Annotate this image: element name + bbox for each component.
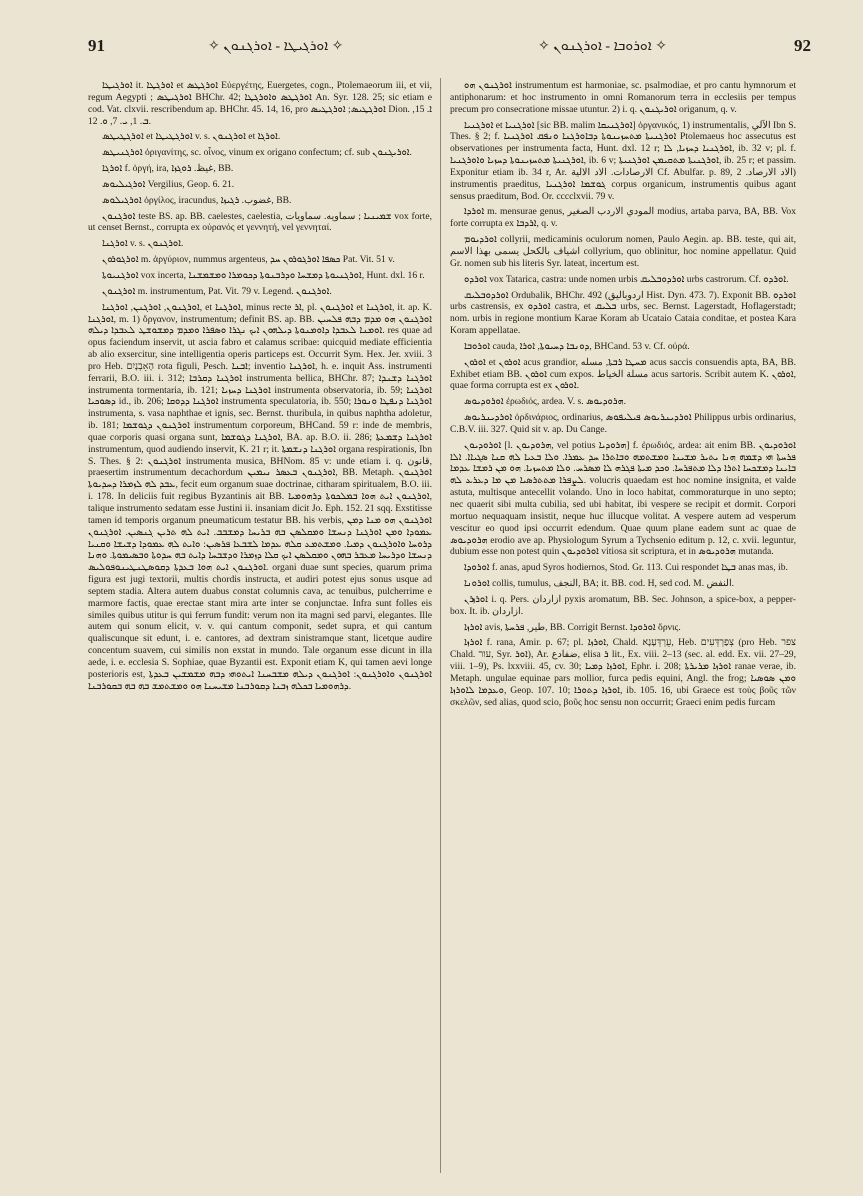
dictionary-entry: ܐܘܪܕܘ vox Tatarica, castra: unde nomen urbis ܐܘܪܕܘܒܠܝܩ urbs castrorum. Cf. ܐܘܪܕܘ. bbox=[464, 273, 789, 285]
dictionary-entry: ܐܘܪܓܢܘܢ, ܐܘܪܓܢܢ, ܐܘܪܓܢܐ, et ܐܘܪܓܢܐ, minus recte ܐܪ, pl. ܐܘܪܓܢܘܢ et ܐܘܪܓܢܐ, it. ap. K. ܐܘܪܓܢܐ, m. 1) ὄργανον, instrumentum; definit BS. ap. BB. ܐܘܪܓܢܘܢ ܗܘ ܡܕܡ ܕܒܗ ܦܠܚܝܢ ܐܘܡܢܐ ܠܥܒܕܐ ܕܐܘܡܢܘܬܐ ܕܝܠܗܘܢ ܐܝܟ ܢܓܪܐ ܘܣܦܪܐ ܘܡܕܡ ܕܡܫܘܫܛ ܠܥܒܕܐ ܕܝܠܗ. res quae ad opus faciendum inservit, ut ascia fabro et calamus scribae: quicquid mediate efficientia ab alio exsercitur, sine intelligentia operis particeps est. Occurrit Sym. Hex. Jer. xviii. 3 pro Heb. הָאָבְנָיִם rota figuli, Pesch. ܐܒܢܐ; inventio ܐܘܪܓܢܐ, h. e. inquit Ass. instrumenti ferrarii, B.O. iii. i. 312; ܐܘܪܓܢܐ ܕܩܪܒܐ instrumenta bellica, BHChr. 87; ܐܘܪܓܢܐ ܕܫܢܕܐ instrumenta tormentaria, ib. 121; ܐܘܪܓܢܐ ܕܚܙܝܐ instrumenta observatoria, ib. 59; ܐܘܪܓܢܐ ܕܣܘܟܝܐ id., ib. 206; ܐܘܪܓܢܐ ܕܕܘܩܐ instrumenta speculatoria, ib. 550; ܐܘܪܓܢܐ ܕܢܦܛܐ ܘܢܘܪܐ instrumenta, s. vasa naphthae et ignis, sec. Bernst. thuribula, in quibus naphtha adoletur, ib. 181; ܐܘܪܓܢܘܢ ܕܓܘܫܡܐ instrumentum corporeum, BHCand. 59 r: inde de membris, quae corporis quasi organa sunt, ܐܘܪܓܢܐ ܕܓܘܫܡܐ, BA. ap. B.O. ii. 286; ܐܘܪܓܢܐ ܕܫܡܥܬܐ instrumentum, quod audiendo inservit, K. 21 r; it. ܐܘܪܓܢܐ ܕܢܫܡܬܐ organa respirationis, Ibn S. Thes. § 2: ܐܘܪܓܢܘܢ instrumenta musica, BHNom. 85 v: unde etiam i. q. قانون, praesertim instrumentum decachordum ܐܘܪܓܢܘܢ ܒܥܣܪ ܢܝܡܝܢ, BB. Metaph. ܐܘܪܓܢܘܢ ܥܒܕ ܠܗ ܠܙܡܪܐ ܕܚܕܝܘܬܐ, fecit eum organum suae doctrinae, citharam spiritualem, B.O. iii. i. 178. In deliciis fuit regibus Byzantinis ait BB. ܐܘܪܓܢܘܢ ܐܝܬ ܗܘܐ ܒܡܠܟܘܬܐ ܕܪܗܘܡܝܐ, talique instrumento sedatam esse Justini ii. insaniam dicit Jo. Eph. 152. 21 sqq. Exstitisse tamen id temporis organum pneumaticum testatur BB. his verbis, ܐܘܪܓܢܘܢ ܗܘ ܡܢܐ ܕܡܢ ܥܡܘܕܐ ܘܡܢ ܐܘܪܓܢܐ ܕܢܚܫܐ ܘܡܩܠܣܢ ܒܗ ܒܪܝܚܐ ܕܡܫܒܒ. ܐܝܬ ܠܗ ܬܪܝܢ ܓܢܣܝܢ. ܐܘܪܓܢܘܢ ܕܪܘܚܐ ܘܐܘܪܓܢܘܢ ܕܡܝܐ. ܘܡܫܬܡܥ ܩܠܗ ܥܕܡܐ ܠܫܒܥܐ ܦܪܣܝܢ: ܘܐܝܬ ܠܗ ܥܡܘܕܐ ܕܫܝܫܐ ܘܩܢܝܐ ܕܢܚܫܐ ܘܕܪܝܚܐ ܡܥܒܪ ܒܗܘܢ ܘܡܩܠܣܢ ܐܝܟ ܩܠܐ ܕܙܡܪܐ ܘܕܫܒܚܐ ܕܐܝܬ ܒܗ ܚܕܘܬܐ ܘܒܣܝܡܘܬܐ. ܘܗܢܐ ܐܘܪܓܢܘܢ ܐܝܬ ܗܘܐ ܒܥܕܬܐ ܕܩܘܣܛܢܛܝܢܘܦܘܠܝܣ. organi duae sunt species, quarum prima figura est jugi textorii, multis chordis instructa, et audiri potest ejus sonus usque ad septem stadia. Altera autem duabus constat columnis cava, ac tenuibus, pulcherrime e marmore factis, quae erectae stant mira arte inter se conjunctae. Infra sunt folles eis similes quibus utitur is qui ferrum fundit: verum non ita magni sed parvi, elegantes. Ille autem qui sonum elicit, v. v. qui cantum componit, sedet supra, et qui cantum qualiscunque sit edunt, i. e. cantores, ad dextram sinistramque stant, licetque audire concentum suavem, cui similis non exstat in mundo. Tale organum esse dicunt in illa aede, i. e. ecclesia S. Sophiae, quae Byzantii est. Exponit etiam K, qui tamen aevi longe posterioris est, ܐܘܪܓܢܘܢ ܘܐܘܪܓܢܘܢ: ܐܘܪܓܢܘܢ ܕܝܠܗ ܡܫܒܚܢܐ ܐܝܬܘܗܝ ܕܒܗ ܡܫܡܫܝܢ ܒܥܕܬܐ ܕܪܗܘܡܝܐ ܒܟܠܗ ܙܒܢܐ ܕܩܘܪܒܢܐ ܡܫܝܚܢܐ ܗܘ ܘܡܫܬܡܫ ܒܗ ܒܗ ܒܩܘܪܒܢܐ. bbox=[88, 301, 432, 692]
dictionary-entry: ܐܘܪܙܐ avis, طير, ܦܪܚܬܐ, BB. Corrigit Bernst. ܐܘܪܘܕܐ ὄρνις. bbox=[464, 621, 681, 633]
dictionary-entry: ܐܘܪܓܝܛܐ it. ܐܘܪܓܛܐ et ܐܘܪܓܛܣ Εὐεργέτης, Euergetes, cogn., Ptolemaeorum iii, et vii, regum Aegypti ; ܐܘܪܓܝܛܣ BHChr. 42; ܐܘܪܓܛܣ ܘܐܘܪܓܛܐ An. Syr. 128. 25; sic etiam e cod. Vat. clxvii. rescribendum ap. BHChr. 45. 14, 16, pro ܐܘܪܓܛܝܣ; ܐܘܪܓܛܝܣ Dion. ܐ. 15, ܒ. 1, ܝ. 7, ܘ. 12. bbox=[88, 80, 432, 127]
dictionary-entry: ܐܘܪܕܐ m. mensurae genus, المودي الاردب الصغير modius, artaba parva, BA, BB. Vox forte corrupta ex ܐܪܕܒܐ, q. v. bbox=[450, 206, 796, 230]
dictionary-entry: ܐܘܪܓܢܝܐ et ܐܘܪܓܢܝܐ [sic BB. malim ܐܘܪܓܢܝܩܐ] ὀργανικός, 1) instrumentalis, الآلي Ibn S. Thes. § 2; f. ܐܘܪܓܢܝܬܐ ܡܬܚܙܝܢܘܬܐ ܕܒܐܘܪܓܢܐ ܘܢܦܩ ܐܘܪܓܢܝܐ Ptolemaeus hoc assecutus est observationes per instrumenta facta, Hunt. dxl. 12 r; ܐܘܪܓܢܝܐ ܕܚܙܝܐ, ܠܐ, ib. 32 v; pl. f. ܐܘܪܓܢܝܬܐ ܡܬܚܙܝܢܘܬܐ ܕܚܙܝܐ ܘܐܘܪܓܢܝܐ, ib. 6 v; ܐܘܪܓܢܝܬܐ ܡܬܩܝܡܢ ܐܘܪܓܢܝܬܐ, ib. 25 r; et passim. Exponitur etiam ib. 34 r, Ar. الارصادات. الاد الالية Cf. Abulfar. p. 89, الاد الارصاد. 2) instrumentis praeditus, ܓܘܫܡܐ ܐܘܪܓܢܝܐ corpus organicum, instrumentis quibus agant sensus praeditum, Bod. Or. cccclxvii. 79 v. bbox=[450, 119, 796, 202]
dictionary-entry: ܐܘܪܓܝܠܝܘܣ Vergilius, Geop. 6. 21. bbox=[102, 178, 235, 190]
dictionary-entry: ܐܘܪܓܝܠܘܣ ὀργίλος, iracundus, غضوب. ܪܓܝܙܐ, BB. bbox=[102, 194, 292, 206]
left-page-number: 91 bbox=[88, 36, 105, 55]
dictionary-entry: ܐܘܪܓܢܐ v. s. ܐܘܪܓܢܘܢ. bbox=[102, 238, 184, 250]
dictionary-entry: ܐܘܪܓܛܝܛܣ et ܐܘܪܓܛܝܛܐ v. s. ܐܘܪܓܢܘܢ et ܐܘܪܓܐ. bbox=[102, 131, 281, 143]
dictionary-entry: ܐܘܪܘܕܝܘܣ ἐρωδιός, ardea. V. s. ܗܪܘܕܝܘܣ. bbox=[464, 396, 626, 408]
dictionary-entry: ܐܘܪܘܢܐ collis, tumulus, النجف, BA; it. BB. cod. H, sed cod. M. النفض. bbox=[464, 578, 735, 590]
right-running-title: ✧ ܐܘܪܘܒܐ - ܐܘܪܓܢܘܢ ✧ bbox=[538, 39, 667, 54]
right-page-number: 92 bbox=[794, 36, 811, 55]
dictionary-entry: ܐܘܪܙܐ f. rana, Amir. p. 67; pl. ܐܘܪܙܐ, Chald. עֻרְדְּעָנָא, Heb. צְפַרְדְּעִים (pro Heb. צפר Chald. עור, Syr. ܐܘܪ), Ar. ضفادع, elisa ܪ lit., Ex. viii. 2–13 (sec. al. edd. Ex. vii. 27–29, viii. 1–9), Ps. lxxviii. 45, cv. 30; ܐܘܪܙܐ ܕܡܝܐ, Ephr. i. 208; ܐܘܪܙܐ ܡܪܝܪܬܐ ranae verae, ib. Metaph. ungulae equinae pars mollior, furca pedis equini, Angl. the frog; ܘܡܢ ܣܘܣܝܐ ܘܥܕܡܐ ܠܐܘܪܙܐ, Geop. 107. 10; ܐܘܪܙܐ ܕܬܘܪܐ, ib. 105. 16, ubi Graece est τοὺς βοῦς τῶν σκελῶν, sed alias, quod scio, βοῦς hoc sensu non occurrit; Graeci enim pedis furcam bbox=[450, 637, 796, 708]
dictionary-entry: ܐܘܪܓܐ f. ὀργή, ira, غيظ. ܪܘܓܙܐ, BB. bbox=[102, 163, 234, 175]
right-column bbox=[450, 80, 796, 1170]
running-header bbox=[78, 36, 811, 62]
dictionary-entry: ܐܘܪܘܒܐ cauda, ܕܘܢܒܐ ܕܚܝܘܬܐ, ܐܘܪܐ, BHCand. 53 v. Cf. οὐρά. bbox=[464, 340, 690, 352]
dictionary-entry: ܐܘܪܙܪܢ i. q. Pers. ازاردان pyxis aromatum, BB. Sec. Johnson, a spice-box, a pepper-box. It. ib. ازاردان. bbox=[450, 593, 796, 617]
dictionary-entry: ܐܘܪܕܝܢܪܝܘܣ ὀρδινάριος, ordinarius, ܐܘܪܕܝܢܪܝܘܣ ܦܝܠܝܦܘܣ Philippus urbis ordinarius, C.B.V. iii. 327. Quid sit v. ap. Du Cange. bbox=[450, 412, 796, 435]
dictionary-entry: ܐܘܪܓܢܝܛܣ ὀριγανίτης, sc. οἶνος, vinum ex origano confectum; cf. sub ܐܘܪܝܓܢܘܢ. bbox=[102, 147, 412, 159]
dictionary-entry: ܐܘܪܘܢ et ܐܘܪܘܢ acus grandior, ܡܚܛܐ ܪܒܬܐ, مسله acus saccis consuendis apta, BA, BB. Exhibet etiam BB. ܐܘܪܘܢ cum expos. مسلة الخياط acus sartoris. Scribit autem K. ܐܘܪܘܢ, quae forma corrupta est ex ܐܘܪܘܢ. bbox=[450, 356, 796, 392]
dictionary-entry: ܐܘܪܓܢܝܘܬܐ vox incerta, ܐܘܪܓܢܝܘܬܐ ܕܡܫܚܐ ܘܕܪܒܢܘܬܐ ܕܟܘܡܪܐ ܘܡܫܡܫܢܐ, Hunt. dxl. 16 r. bbox=[102, 269, 425, 281]
dictionary-entry: ܐܘܪܓܢܘܢ ܗܘ instrumentum est harmoniae, sc. psalmodiae, et pro cantu hymnorum et antiphonarum: et hoc instrumento in omni Romanorum terra in ecclesiis per tempus precum pro consecratione missae utuntur. 2) i. q. ܐܘܪܝܓܢܘܢ origanum, q. v. bbox=[450, 80, 796, 115]
left-column bbox=[88, 80, 432, 1170]
dictionary-entry: ܐܘܪܕܘܒܠܝܩ Ordubalik, BHChr. 492 (اردوباليق Hist. Dyn. 473. 7). Exponit BB. ܐܘܪܕܘ urbs castrensis, ex ܐܘܪܕܘ castra, et ܒܠܝܩ urbs, sec. Bernst. Lagerstadt, Hoflagerstadt; nom. urbis in regione montium Karae Koram ab Ucataio Cataia conditae, et postea Kara Koram appellatae. bbox=[450, 289, 796, 337]
dictionary-entry: ܐܘܪܘܕܝܘܢ [l. ܗܪܘܕܝܘܢ, vel potius ܗܪܘܕܝܐ] f. ἐρωδιός, ardea: ait enim BB. ܐܘܪܘܕܝܘܢ ܦܪܚܬܐ ܗܝ ܕܫܡܗ ܗܢܐ ܝܬܝܪ ܡܫܝܢܐ ܘܡܫܬܡܗ ܘܒܐܬܪܐ ܚܕ ܥܡܪܐ. ܘܠܐ ܒܥܝܐ ܠܗ ܩܢܐ ܣܓܝܐܐ. ܐܠܐ ܒܐܝܢܐ ܕܡܫܟܚܐ ܐܬܪܐ ܕܠܐ ܡܬܦܪܚܐ. ܘܟܕ ܡܝܬܐ ܦܓܪܗ ܠܐ ܡܣܪܚ. ܘܠܐ ܡܬܚܙܝܐ. ܗܘ ܡܢ ܪܡܫܐ ܥܕܡܐ ܠܨܦܪܐ ܡܬܬܪܣܝܐ ܡܢ ܡܐ ܕܥܪܥ ܠܗ. volucris quaedam est hoc nomine insignita, et valde astuta, multisque antecellit volando. Uno in loco habitat, commoraturque in uno septo; nec quaerit sibi multa cubilia, sed ubi habitat, ibi vespere se recipit et dormit. Corpori mortuo nequaquam insistit, neque huc illucque volitat. A vespere autem ad vesperum vescitur eo quod ipsi occurrit edendum. Quae quum plane eadem sunt ac quae de ܗܪܘܕܝܘܣ erodio ave ap. Physiologum Syrum a Tychsenio editum p. 12, c. xvii. leguntur, dubium esse non potest quin ܐܘܪܘܕܝܘܢ vitiosa sit scriptura, et in ܗܪܘܕܝܘܣ mutanda. bbox=[450, 439, 796, 558]
dictionary-entry: ܐܘܪܕܝܘܡ collyrii, medicaminis oculorum nomen, Paulo Aegin. ap. BB. teste, qui ait, اشياف بالكحل يسمى بهذا الاسم collyrium, quo oblinitur, hoc nomine appellatur. Quid Gr. nomen sub his literis Syr. lateat, incertum est. bbox=[450, 234, 796, 269]
dictionary-entry: ܐܘܪܓܢܘܢ teste BS. ap. BB. caelestes, caelestia, ܫܡܝܢܝܐ ; سماويه. سماويات vox forte, ut censet Bernst., corrupta ex οὐρανός et γεννητή, vel γεννηταί. bbox=[88, 210, 432, 234]
column-divider bbox=[440, 78, 441, 1173]
dictionary-entry: ܐܘܪܓܘܪܘܢ m. ἀργύριον, nummus argenteus, ܟܣܦܐ ܐܘܪܓܘܪܘܢ ܚܕ Pat. Vit. 51 v. bbox=[102, 254, 395, 266]
dictionary-entry: ܐܘܪܓܢܘܢ m. instrumentum, Pat. Vit. 79 v. Legend. ܐܘܪܓܢܘܢ. bbox=[102, 285, 332, 297]
dictionary-entry: ܐܘܪܘܕܐ f. anas, apud Syros hodiernos, Stod. Gr. 113. Cui respondet ܒܛܐ anas mas, ib. bbox=[464, 562, 788, 574]
left-running-title: ✧ ܐܘܪܓܝܛܐ - ܐܘܪܓܢܘܢ ✧ bbox=[208, 39, 344, 54]
